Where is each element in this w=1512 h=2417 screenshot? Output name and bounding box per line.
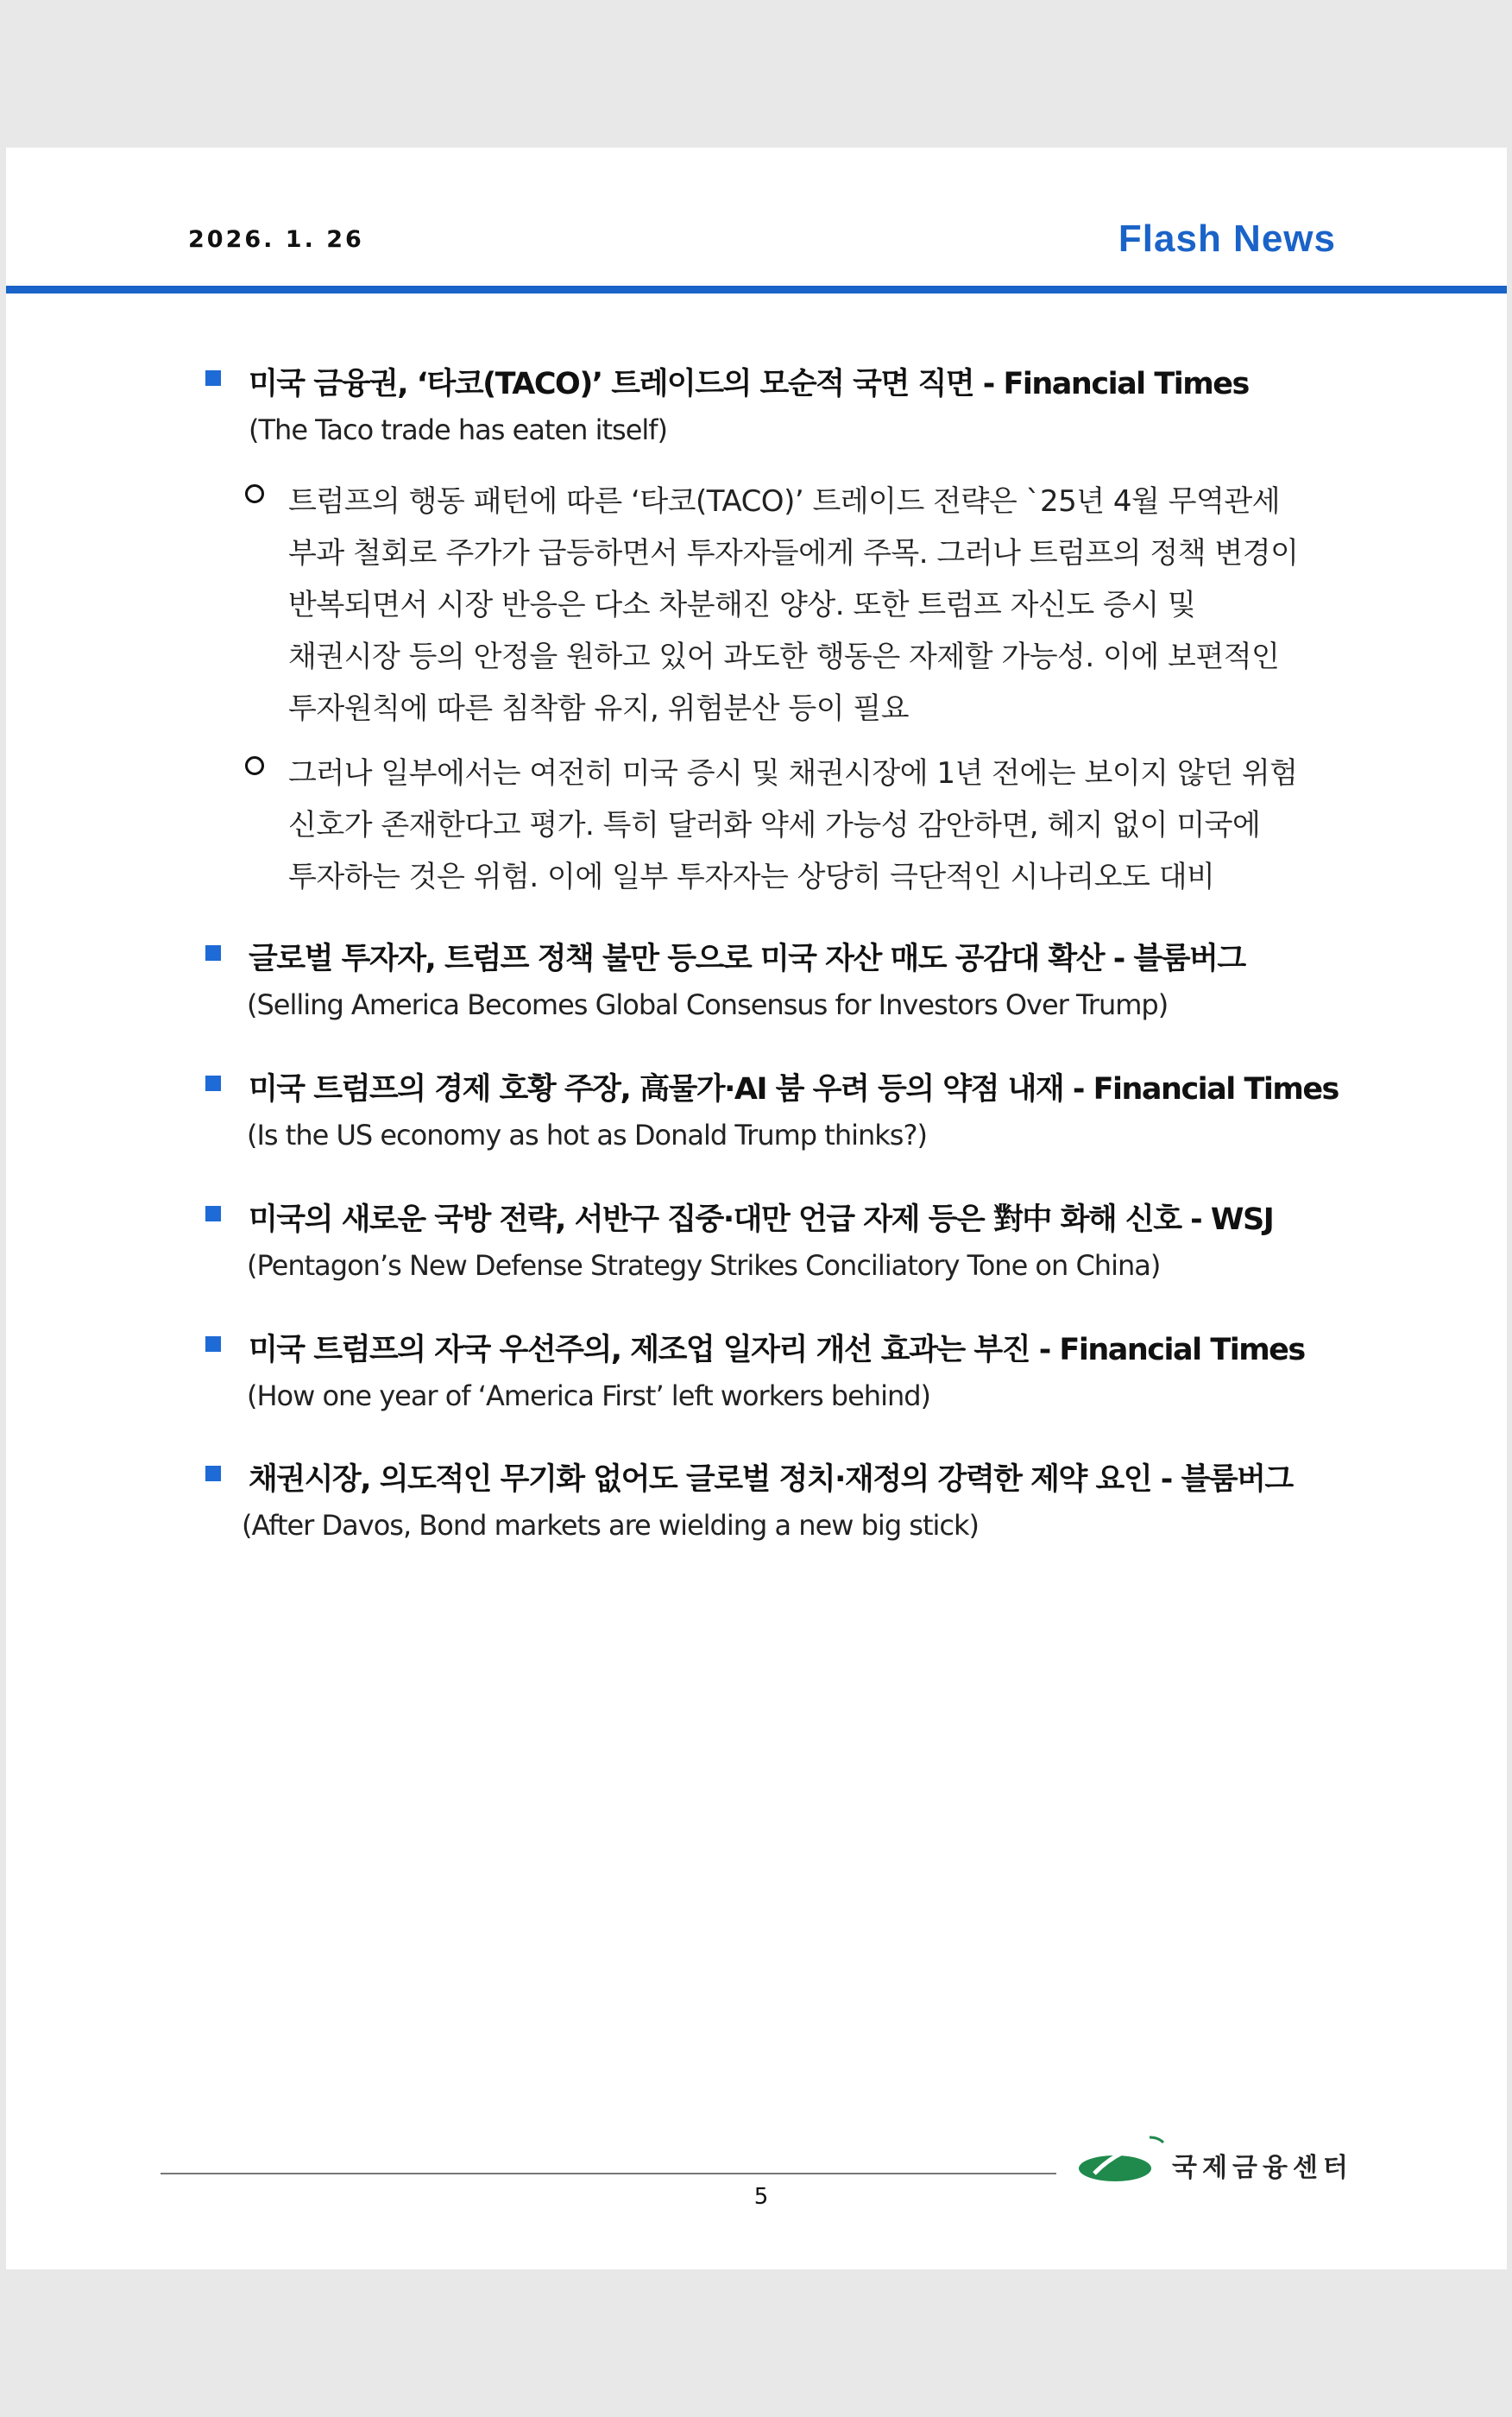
paragraph-line: 부과 철회로 주가가 급등하면서 투자자들에게 주목. 그러나 트럼프의 정책 변경이 [288, 536, 1299, 571]
bullet-circle-icon [245, 756, 264, 775]
org-logo [1077, 2136, 1353, 2187]
bullet-square-icon [205, 1206, 221, 1221]
paragraph-line: 채권시장 등의 안정을 원하고 있어 과도한 행동은 자제할 가능성. 이에 보편적인 [288, 640, 1280, 674]
page-number: 5 [753, 2184, 769, 2210]
news-subtitle: (How one year of ‘America First’ left workers behind) [247, 1379, 931, 1412]
report-title: Flash News [1118, 218, 1336, 260]
news-subtitle: (After Davos, Bond markets are wielding a new big stick) [242, 1509, 980, 1542]
paragraph-line: 투자하는 것은 위험. 이에 일부 투자자는 상당히 극단적인 시나리오도 대비 [288, 860, 1215, 894]
paragraph-line: 반복되면서 시장 반응은 다소 차분해진 양상. 또한 트럼프 자신도 증시 및 [288, 588, 1196, 622]
footer-divider [161, 2173, 1056, 2174]
news-subtitle: (The Taco trade has eaten itself) [249, 413, 668, 446]
paragraph-line: 투자원칙에 따른 침착함 유지, 위험분산 등이 필요 [288, 691, 910, 726]
paragraph-line: 트럼프의 행동 패턴에 따른 ‘타코(TACO)’ 트레이드 전략은 `25년 4월 무역관세 [288, 484, 1281, 519]
org-name: 국제금융센터 [1172, 2153, 1353, 2183]
news-heading: 채권시장, 의도적인 무기화 없어도 글로벌 정치·재정의 강력한 제약 요인 - 블룸버그 [249, 1462, 1293, 1497]
paragraph-line: 그러나 일부에서는 여전히 미국 증시 및 채권시장에 1년 전에는 보이지 않던 위험 [288, 756, 1298, 791]
news-subtitle: (Pentagon’s New Defense Strategy Strikes Conciliatory Tone on China) [247, 1249, 1161, 1282]
bullet-square-icon [205, 1336, 221, 1352]
news-heading: 미국 금융권, ‘타코(TACO)’ 트레이드의 모순적 국면 직면 - Financial Times [249, 367, 1249, 401]
bullet-square-icon [205, 1466, 221, 1481]
paragraph-line: 신호가 존재한다고 평가. 특히 달러화 약세 가능성 감안하면, 헤지 없이 미국에 [288, 808, 1261, 842]
report-date: 2026. 1. 26 [188, 226, 364, 253]
header-divider [6, 286, 1507, 293]
news-subtitle: (Is the US economy as hot as Donald Trump thinks?) [247, 1119, 927, 1152]
bullet-square-icon [205, 1076, 221, 1091]
bullet-square-icon [205, 945, 221, 961]
news-heading: 글로벌 투자자, 트럼프 정책 불만 등으로 미국 자산 매도 공감대 확산 - 블룸버그 [249, 942, 1245, 976]
bullet-circle-icon [245, 484, 264, 503]
news-heading: 미국 트럼프의 경제 호황 주장, 高물가·AI 붐 우려 등의 약점 내재 - Financial Times [249, 1072, 1339, 1107]
news-heading: 미국 트럼프의 자국 우선주의, 제조업 일자리 개선 효과는 부진 - Financial Times [249, 1333, 1305, 1367]
news-subtitle: (Selling America Becomes Global Consensus for Investors Over Trump) [247, 988, 1169, 1021]
bullet-square-icon [205, 370, 221, 386]
news-heading: 미국의 새로운 국방 전략, 서반구 집중·대만 언급 자제 등은 對中 화해 신호 - WSJ [249, 1202, 1274, 1237]
org-logo-icon [1077, 2136, 1172, 2187]
